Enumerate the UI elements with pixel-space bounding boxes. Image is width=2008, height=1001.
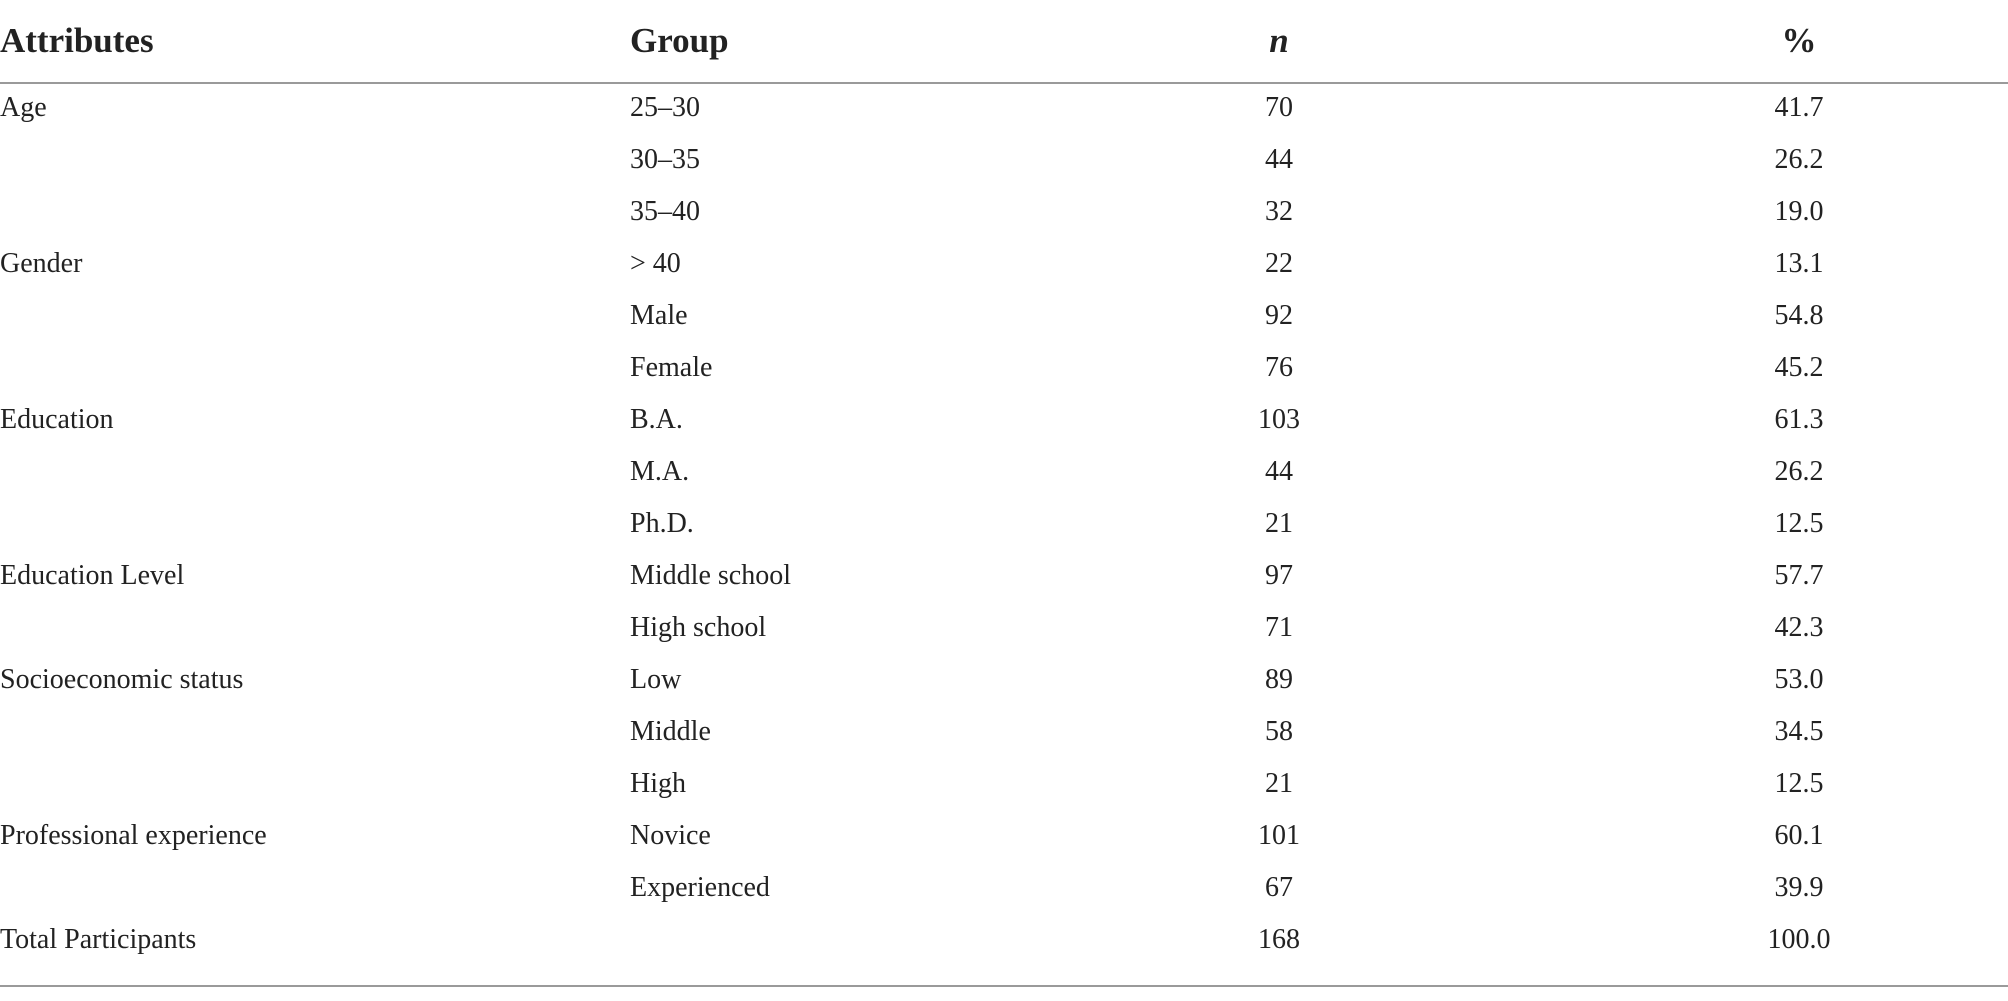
cell-group bbox=[630, 452, 689, 492]
cell-group bbox=[630, 608, 766, 648]
cell-n-text: 92 bbox=[1265, 300, 1293, 331]
cell-group bbox=[630, 348, 712, 388]
cell-group bbox=[630, 140, 700, 180]
cell-group bbox=[630, 868, 770, 908]
cell-percent-text: 57.7 bbox=[1774, 560, 1824, 591]
cell-group-text: 30–35 bbox=[630, 144, 700, 175]
cell-n-text: 103 bbox=[1258, 404, 1300, 435]
cell-percent-text: 34.5 bbox=[1774, 716, 1824, 747]
cell-group bbox=[630, 816, 711, 856]
cell-group bbox=[630, 400, 683, 440]
bottom-rule bbox=[0, 985, 2008, 987]
cell-percent-text: 53.0 bbox=[1774, 664, 1824, 695]
table-row bbox=[0, 396, 2008, 448]
cell-attribute-text: Gender bbox=[0, 248, 83, 279]
cell-group-text: Low bbox=[630, 664, 682, 695]
cell-n-text: 97 bbox=[1265, 560, 1293, 591]
cell-attribute bbox=[0, 244, 82, 284]
cell-percent-text: 26.2 bbox=[1774, 144, 1824, 175]
cell-group bbox=[630, 764, 686, 804]
cell-group-text: 35–40 bbox=[630, 196, 700, 227]
cell-group bbox=[630, 556, 791, 596]
table-body bbox=[0, 84, 2008, 968]
cell-group bbox=[630, 660, 681, 700]
table-row bbox=[0, 552, 2008, 604]
cell-percent-text: 12.5 bbox=[1774, 768, 1824, 799]
cell-percent-text: 41.7 bbox=[1774, 92, 1824, 123]
table-row bbox=[0, 708, 2008, 760]
cell-attribute-text: Total Participants bbox=[0, 924, 197, 955]
table-row bbox=[0, 188, 2008, 240]
cell-attribute bbox=[0, 920, 196, 960]
cell-attribute-text: Education Level bbox=[0, 560, 185, 591]
header-percent-label: % bbox=[1781, 21, 1817, 60]
cell-percent-text: 26.2 bbox=[1774, 456, 1824, 487]
cell-n-text: 32 bbox=[1265, 196, 1293, 227]
cell-percent-text: 39.9 bbox=[1774, 872, 1824, 903]
cell-group bbox=[630, 504, 694, 544]
cell-n-text: 44 bbox=[1265, 456, 1293, 487]
cell-group bbox=[630, 244, 681, 284]
cell-attribute bbox=[0, 816, 267, 856]
cell-attribute bbox=[0, 88, 47, 128]
cell-percent-text: 19.0 bbox=[1774, 196, 1824, 227]
table-row bbox=[0, 604, 2008, 656]
header-group: Group bbox=[630, 21, 729, 60]
table-row bbox=[0, 500, 2008, 552]
cell-group-text: B.A. bbox=[630, 404, 683, 435]
cell-n-text: 76 bbox=[1265, 352, 1293, 383]
cell-group-text: High school bbox=[630, 612, 767, 643]
header-n-label: n bbox=[1269, 21, 1289, 60]
table-row bbox=[0, 916, 2008, 968]
table-row bbox=[0, 812, 2008, 864]
table-row bbox=[0, 448, 2008, 500]
cell-group-text: Ph.D. bbox=[630, 508, 694, 539]
cell-group-text: Experienced bbox=[630, 872, 770, 903]
cell-group bbox=[630, 192, 700, 232]
table-row bbox=[0, 136, 2008, 188]
cell-attribute-text: Professional experience bbox=[0, 820, 267, 851]
cell-group-text: Male bbox=[630, 300, 688, 331]
cell-n-text: 67 bbox=[1265, 872, 1293, 903]
cell-percent-text: 100.0 bbox=[1767, 924, 1831, 955]
cell-attribute-text: Socioeconomic status bbox=[0, 664, 244, 695]
cell-group-text: Middle school bbox=[630, 560, 791, 591]
cell-group-text: Novice bbox=[630, 820, 711, 851]
cell-attribute bbox=[0, 660, 243, 700]
cell-attribute-text: Age bbox=[0, 92, 47, 123]
header-attributes: Attributes bbox=[0, 21, 154, 60]
cell-group-text: Middle bbox=[630, 716, 711, 747]
cell-group-text: > 40 bbox=[630, 248, 681, 279]
cell-percent-text: 61.3 bbox=[1774, 404, 1824, 435]
table-row bbox=[0, 656, 2008, 708]
cell-n-text: 70 bbox=[1265, 92, 1293, 123]
cell-attribute bbox=[0, 400, 114, 440]
table-row bbox=[0, 84, 2008, 136]
cell-group bbox=[630, 88, 700, 128]
cell-group-text: M.A. bbox=[630, 456, 690, 487]
cell-n-text: 22 bbox=[1265, 248, 1293, 279]
cell-attribute bbox=[0, 556, 184, 596]
cell-n-text: 101 bbox=[1258, 820, 1300, 851]
table-row bbox=[0, 344, 2008, 396]
cell-n-text: 21 bbox=[1265, 768, 1293, 799]
cell-percent-text: 12.5 bbox=[1774, 508, 1824, 539]
cell-n-text: 58 bbox=[1265, 716, 1293, 747]
cell-percent-text: 54.8 bbox=[1774, 300, 1824, 331]
cell-n-text: 71 bbox=[1265, 612, 1293, 643]
table-row bbox=[0, 240, 2008, 292]
cell-group-text: High bbox=[630, 768, 686, 799]
table-row bbox=[0, 864, 2008, 916]
cell-percent-text: 42.3 bbox=[1774, 612, 1824, 643]
table-header bbox=[0, 0, 2008, 84]
cell-group bbox=[630, 712, 711, 752]
cell-group-text: Female bbox=[630, 352, 713, 383]
table-row bbox=[0, 292, 2008, 344]
cell-percent-text: 13.1 bbox=[1774, 248, 1824, 279]
cell-percent-text: 60.1 bbox=[1774, 820, 1824, 851]
cell-n-text: 44 bbox=[1265, 144, 1293, 175]
cell-percent-text: 45.2 bbox=[1774, 352, 1824, 383]
cell-attribute-text: Education bbox=[0, 404, 114, 435]
cell-n-text: 21 bbox=[1265, 508, 1293, 539]
table-row bbox=[0, 760, 2008, 812]
cell-group-text: 25–30 bbox=[630, 92, 700, 123]
cell-n-text: 89 bbox=[1265, 664, 1293, 695]
cell-group bbox=[630, 296, 688, 336]
cell-n-text: 168 bbox=[1258, 924, 1300, 955]
